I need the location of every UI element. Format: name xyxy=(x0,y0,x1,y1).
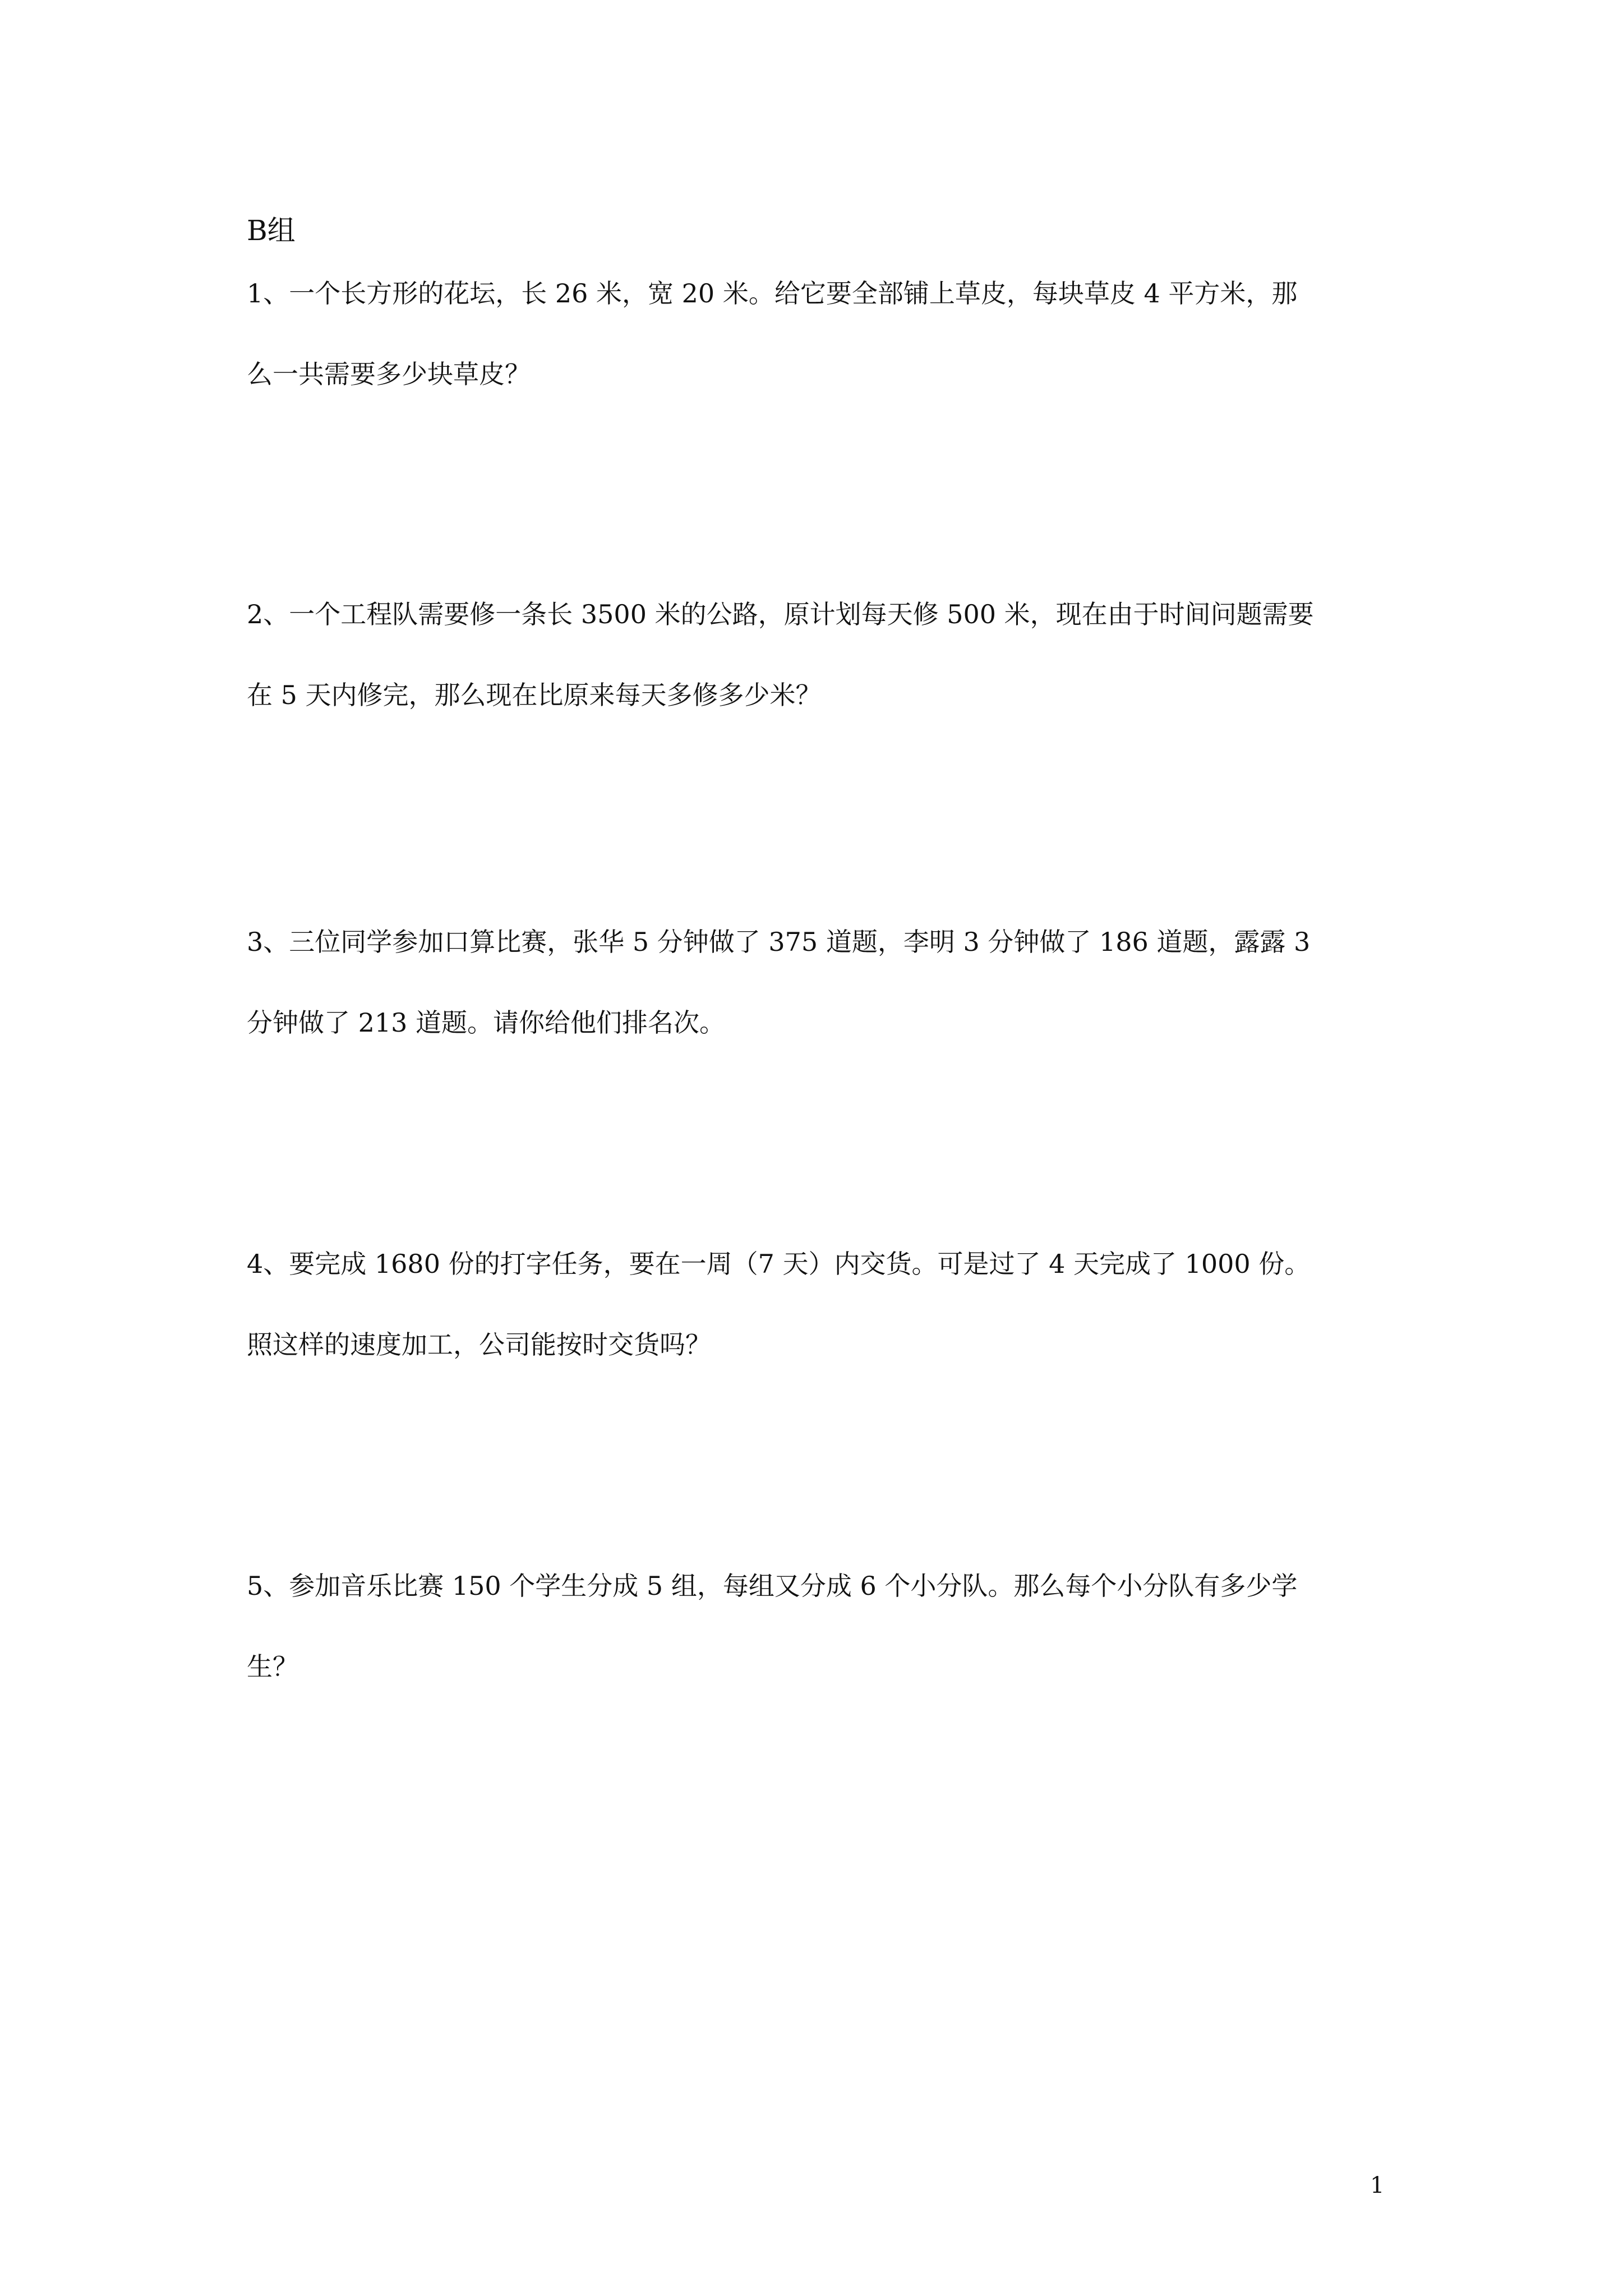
problem-2-line-2: 在 5 天内修完，那么现在比原来每天多修多少米？ xyxy=(247,680,822,710)
problem-1 xyxy=(247,274,1391,394)
problem-3 xyxy=(247,922,1391,1042)
problem-4 xyxy=(247,1244,1391,1364)
problem-5-line-2: 生？ xyxy=(247,1651,298,1682)
problem-3-line-2: 分钟做了 213 道题。请你给他们排名次。 xyxy=(247,1007,726,1038)
section-title: B组 xyxy=(247,214,296,247)
problem-4-line-2: 照这样的速度加工，公司能按时交货吗？ xyxy=(247,1329,711,1360)
problem-2-line-1: 2、一个工程队需要修一条长 3500 米的公路，原计划每天修 500 米，现在由于时间问题需要 xyxy=(247,599,1314,629)
page-number: 1 xyxy=(1370,2173,1385,2198)
problem-3-line-1: 3、三位同学参加口算比赛，张华 5 分钟做了 375 道题，李明 3 分钟做了 186 道题，露露 3 xyxy=(247,927,1311,957)
problem-1-line-2: 么一共需要多少块草皮？ xyxy=(247,359,531,389)
problem-5-line-1: 5、参加音乐比赛 150 个学生分成 5 组，每组又分成 6 个小分队。那么每个小分队有多少学 xyxy=(247,1571,1298,1601)
problem-4-line-1: 4、要完成 1680 份的打字任务，要在一周（7 天）内交货。可是过了 4 天完成了 1000 份。 xyxy=(247,1249,1311,1279)
problem-2 xyxy=(247,595,1391,715)
problem-1-line-1: 1、一个长方形的花坛，长 26 米，宽 20 米。给它要全部铺上草皮，每块草皮 4 平方米，那 xyxy=(247,278,1298,309)
problem-5 xyxy=(247,1566,1391,1686)
